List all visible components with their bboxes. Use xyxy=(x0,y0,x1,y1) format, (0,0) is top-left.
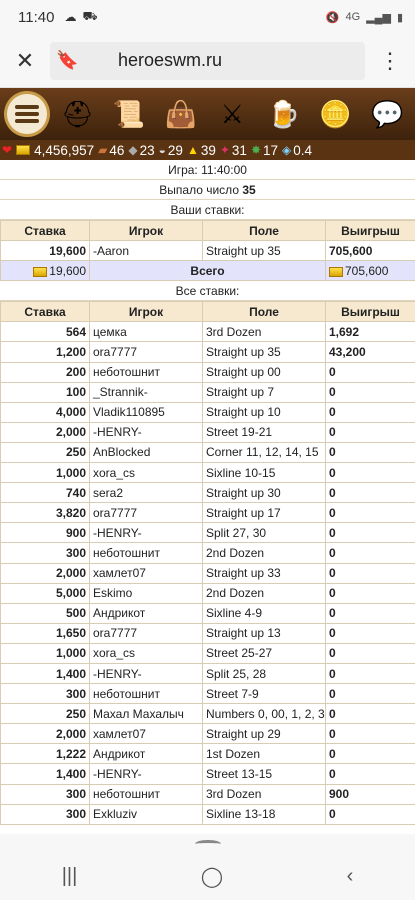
heart-icon: ❤ xyxy=(2,143,13,157)
player-link[interactable]: хамлет07 xyxy=(90,563,203,583)
player-link[interactable]: AnBlocked xyxy=(90,442,203,462)
table-row xyxy=(1,704,415,724)
mercury-icon: ◒ xyxy=(158,143,166,157)
bet-cell: 2,000 xyxy=(1,422,90,442)
signal-icon: ▂▄▆ xyxy=(366,11,391,24)
field-cell: Street 25-27 xyxy=(203,643,326,663)
field-cell: Split 25, 28 xyxy=(203,663,326,683)
address-field[interactable] xyxy=(50,42,365,80)
table-row: 19,600 -Aaron Straight up 35 705,600 xyxy=(1,241,415,261)
ore-icon: ◆ xyxy=(128,143,138,157)
table-row xyxy=(1,322,415,342)
field-cell: Straight up 10 xyxy=(203,402,326,422)
win-cell: 0 xyxy=(326,643,415,663)
win-cell: 0 xyxy=(326,663,415,683)
field-cell: Straight up 17 xyxy=(203,503,326,523)
field-cell: Straight up 00 xyxy=(203,362,326,382)
bet-cell: 200 xyxy=(1,362,90,382)
table-row xyxy=(1,422,415,442)
bet-cell: 300 xyxy=(1,784,90,804)
bet-cell: 1,400 xyxy=(1,663,90,683)
table-row xyxy=(1,764,415,784)
field-cell: Straight up 35 xyxy=(203,342,326,362)
win-cell: 0 xyxy=(326,422,415,442)
bet-cell: 1,000 xyxy=(1,643,90,663)
drawn-number: 35 xyxy=(242,183,256,197)
tavern-mug-icon[interactable]: 🍺 xyxy=(267,98,301,129)
win-cell: 0 xyxy=(326,684,415,704)
win-cell: 0 xyxy=(326,483,415,503)
bet-cell: 4,000 xyxy=(1,402,90,422)
table-row xyxy=(1,563,415,583)
player-link[interactable]: -HENRY- xyxy=(90,523,203,543)
player-link[interactable]: ora7777 xyxy=(90,503,203,523)
win-cell: 0 xyxy=(326,362,415,382)
player-link[interactable]: -Aaron xyxy=(90,241,203,261)
field-cell: Street 13-15 xyxy=(203,764,326,784)
bet-cell: 3,820 xyxy=(1,503,90,523)
browser-url-bar xyxy=(0,34,415,88)
field-cell: 2nd Dozen xyxy=(203,543,326,563)
player-link[interactable]: Андрикот xyxy=(90,744,203,764)
player-link[interactable]: sera2 xyxy=(90,483,203,503)
field-cell: Corner 11, 12, 14, 15 xyxy=(203,442,326,462)
crossed-swords-icon[interactable]: ⚔ xyxy=(220,98,244,129)
player-link[interactable]: Махал Махалыч xyxy=(90,704,203,724)
player-link[interactable]: ora7777 xyxy=(90,342,203,362)
field-cell: Numbers 0, 00, 1, 2, 3 xyxy=(203,704,326,724)
win-cell: 900 xyxy=(326,784,415,804)
expand-handle[interactable] xyxy=(0,834,415,852)
table-row xyxy=(1,724,415,744)
table-row xyxy=(1,543,415,563)
bet-cell: 300 xyxy=(1,804,90,824)
back-icon[interactable]: ‹ xyxy=(346,864,354,887)
bet-cell: 740 xyxy=(1,483,90,503)
car-icon: ⛟ xyxy=(82,9,98,23)
bet-cell: 2,000 xyxy=(1,563,90,583)
game-nav-bar xyxy=(0,88,415,140)
field-cell: Sixline 10-15 xyxy=(203,463,326,483)
your-bets-table xyxy=(0,220,415,281)
table-header: Ставка Игрок Поле Выигрыш xyxy=(1,221,415,241)
field-cell: Straight up 33 xyxy=(203,563,326,583)
field-cell: Street 19-21 xyxy=(203,422,326,442)
resource-gold: 4,456,957 xyxy=(16,143,94,158)
bet-cell: 1,000 xyxy=(1,463,90,483)
status-bar xyxy=(0,0,415,34)
bet-cell: 900 xyxy=(1,523,90,543)
knight-helmet-icon[interactable]: ⛑ xyxy=(60,98,94,129)
resource-crystal: ✦ 31 xyxy=(219,142,247,158)
field-cell: 1st Dozen xyxy=(203,744,326,764)
field-cell: Street 7-9 xyxy=(203,684,326,704)
recent-apps-icon[interactable]: ||| xyxy=(61,864,78,887)
bet-cell: 1,222 xyxy=(1,744,90,764)
cloud-icon: ☁ xyxy=(64,10,77,24)
win-cell: 0 xyxy=(326,744,415,764)
bet-cell: 300 xyxy=(1,684,90,704)
field-cell: 3rd Dozen xyxy=(203,784,326,804)
more-menu-icon[interactable]: ⋮ xyxy=(379,47,401,73)
resource-bar xyxy=(0,140,415,160)
player-link[interactable]: _Strannik- xyxy=(90,382,203,402)
menu-icon[interactable] xyxy=(4,91,50,137)
field-cell: 2nd Dozen xyxy=(203,583,326,603)
table-row xyxy=(1,623,415,643)
battery-icon: ▮ xyxy=(396,11,403,24)
player-link[interactable]: неботошнит xyxy=(90,362,203,382)
all-bets-title: Все ставки: xyxy=(0,281,415,301)
player-link[interactable]: цемка xyxy=(90,322,203,342)
bet-cell: 1,650 xyxy=(1,623,90,643)
win-cell: 0 xyxy=(326,463,415,483)
table-row xyxy=(1,503,415,523)
field-cell: Split 27, 30 xyxy=(203,523,326,543)
player-link[interactable]: неботошнит xyxy=(90,684,203,704)
table-row xyxy=(1,483,415,503)
resource-heart xyxy=(2,143,12,157)
roulette-coins-icon[interactable]: 🪙 xyxy=(319,98,352,129)
table-row xyxy=(1,442,415,462)
resource-sulfur: ▲ 39 xyxy=(186,142,216,158)
bet-cell: 1,400 xyxy=(1,764,90,784)
crystal-icon: ✦ xyxy=(219,143,230,157)
player-link[interactable]: Exkluziv xyxy=(90,804,203,824)
bet-cell: 5,000 xyxy=(1,583,90,603)
player-link[interactable]: -HENRY- xyxy=(90,663,203,683)
win-cell: 0 xyxy=(326,804,415,824)
diamond-icon: ◈ xyxy=(282,143,292,157)
win-cell: 0 xyxy=(326,623,415,643)
field-cell: Straight up 30 xyxy=(203,483,326,503)
table-row xyxy=(1,804,415,824)
player-link[interactable]: неботошнит xyxy=(90,543,203,563)
player-link[interactable]: Vladik110895 xyxy=(90,402,203,422)
field-cell: Sixline 13-18 xyxy=(203,804,326,824)
scroll-map-icon[interactable]: 📜 xyxy=(112,98,146,129)
field-cell: 3rd Dozen xyxy=(203,322,326,342)
all-bets-table xyxy=(0,301,415,824)
win-cell: 0 xyxy=(326,563,415,583)
all-bets-body xyxy=(1,322,415,824)
gold-icon xyxy=(329,267,343,277)
resource-diamond: ◈ 0.4 xyxy=(282,142,313,158)
player-link[interactable]: -HENRY- xyxy=(90,764,203,784)
win-cell: 0 xyxy=(326,704,415,724)
bet-cell: 250 xyxy=(1,704,90,724)
android-nav-bar xyxy=(0,852,415,900)
win-cell: 0 xyxy=(326,583,415,603)
table-row xyxy=(1,663,415,683)
sulfur-icon: ▲ xyxy=(186,143,199,157)
resource-mercury: ◒ 29 xyxy=(158,142,183,158)
win-cell: 0 xyxy=(326,382,415,402)
table-row xyxy=(1,583,415,603)
game-time: Игра: 11:40:00 xyxy=(0,160,415,180)
player-link[interactable]: -HENRY- xyxy=(90,422,203,442)
bet-cell: 2,000 xyxy=(1,724,90,744)
gold-icon xyxy=(33,267,47,277)
resource-gems: ✸ 17 xyxy=(250,142,279,158)
table-row xyxy=(1,603,415,623)
bet-cell: 1,200 xyxy=(1,342,90,362)
win-cell: 0 xyxy=(326,523,415,543)
table-row xyxy=(1,523,415,543)
win-cell: 43,200 xyxy=(326,342,415,362)
resource-wood: ▰ 46 xyxy=(98,142,125,158)
player-link[interactable]: Eskimo xyxy=(90,583,203,603)
chat-icon[interactable]: 💬 xyxy=(370,98,404,129)
close-tab-icon[interactable]: ✕ xyxy=(15,47,35,73)
chevron-up-icon xyxy=(195,840,221,848)
table-row xyxy=(1,463,415,483)
table-row xyxy=(1,362,415,382)
player-link[interactable]: хамлет07 xyxy=(90,724,203,744)
table-row xyxy=(1,684,415,704)
bet-cell: 500 xyxy=(1,603,90,623)
table-row xyxy=(1,643,415,663)
total-row: 19,600 Всего 705,600 xyxy=(1,261,415,281)
field-cell: Straight up 29 xyxy=(203,724,326,744)
field-cell: Straight up 7 xyxy=(203,382,326,402)
table-row xyxy=(1,744,415,764)
win-cell: 0 xyxy=(326,543,415,563)
roulette-results xyxy=(0,160,415,828)
network-type: 4G xyxy=(345,11,361,23)
bookmark-icon[interactable]: 🔖 xyxy=(56,50,79,70)
win-cell: 0 xyxy=(326,442,415,462)
gems-icon: ✸ xyxy=(250,143,262,157)
your-bets-title: Ваши ставки: xyxy=(0,200,415,220)
player-link[interactable]: xora_cs xyxy=(90,463,203,483)
status-time: 11:40 xyxy=(18,8,55,26)
win-cell: 0 xyxy=(326,503,415,523)
field-cell: Straight up 13 xyxy=(203,623,326,643)
win-cell: 0 xyxy=(326,764,415,784)
field-cell: Sixline 4-9 xyxy=(203,603,326,623)
bet-cell: 300 xyxy=(1,543,90,563)
bet-cell: 564 xyxy=(1,322,90,342)
resource-ore: ◆ 23 xyxy=(128,142,155,158)
drawn-number-line: Выпало число 35 xyxy=(0,180,415,200)
bag-icon[interactable]: 👜 xyxy=(164,98,197,129)
bet-cell: 100 xyxy=(1,382,90,402)
win-cell: 0 xyxy=(326,603,415,623)
win-cell: 0 xyxy=(326,402,415,422)
mute-icon: 🔇 xyxy=(325,11,340,24)
wood-icon: ▰ xyxy=(98,143,108,157)
bet-cell: 250 xyxy=(1,442,90,462)
table-row xyxy=(1,342,415,362)
table-row xyxy=(1,382,415,402)
player-link[interactable]: Андрикот xyxy=(90,603,203,623)
player-link[interactable]: неботошнит xyxy=(90,784,203,804)
player-link[interactable]: ora7777 xyxy=(90,623,203,643)
gold-icon xyxy=(16,145,30,155)
table-header: Ставка Игрок Поле Выигрыш xyxy=(1,302,415,322)
home-icon[interactable]: ◯ xyxy=(200,865,224,888)
player-link[interactable]: xora_cs xyxy=(90,643,203,663)
table-row xyxy=(1,402,415,422)
table-row xyxy=(1,784,415,804)
url-text: heroeswm.ru xyxy=(118,50,223,70)
win-cell: 1,692 xyxy=(326,322,415,342)
win-cell: 0 xyxy=(326,724,415,744)
